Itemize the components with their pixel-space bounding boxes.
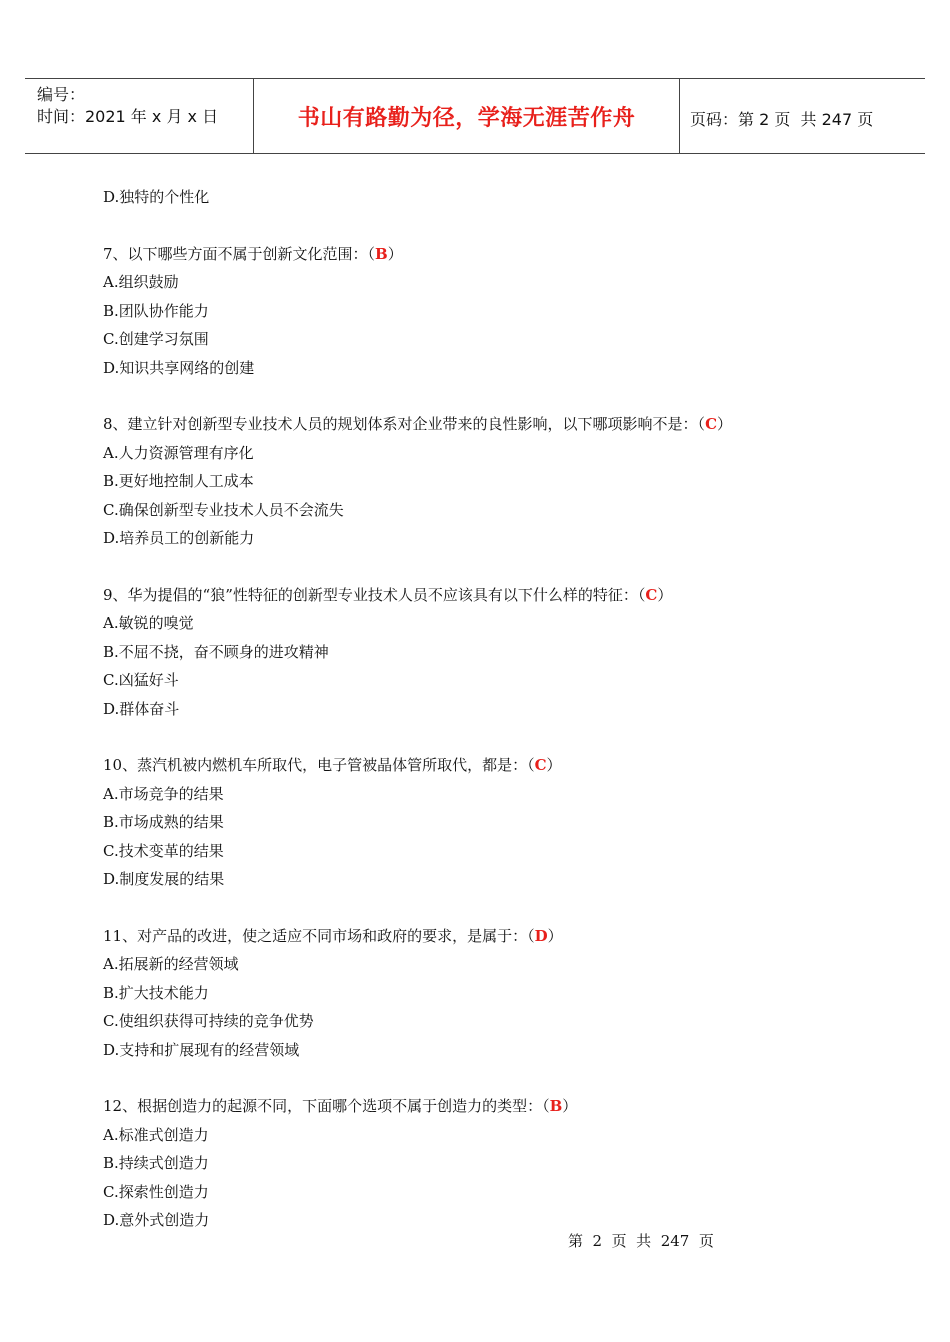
- option-c: C.技术变革的结果: [103, 841, 224, 860]
- question-stem: [103, 581, 903, 610]
- number-label: 编号：: [37, 85, 86, 104]
- question-11: [103, 922, 903, 1065]
- question-stem: [103, 410, 903, 439]
- stem-text: 12、根据创造力的起源不同，下面哪个选项不属于创造力的类型：（: [103, 1097, 550, 1115]
- header-page-cell: [680, 79, 925, 153]
- answer-letter: B: [375, 244, 388, 263]
- motto-text: 书山有路勤为径，学海无涯苦作舟: [297, 106, 636, 131]
- option-c: C.使组织获得可持续的竞争优势: [103, 1012, 314, 1030]
- question-content: [103, 183, 903, 1263]
- answer-letter: C: [645, 585, 658, 604]
- stem-text: 11、对产品的改进，使之适应不同市场和政府的要求，是属于：（: [103, 926, 535, 945]
- option-b: B.持续式创造力: [103, 1154, 209, 1172]
- stem-close: ）: [387, 244, 403, 263]
- option-a: A.敏锐的嗅觉: [103, 614, 194, 632]
- option-c: C.创建学习氛围: [103, 330, 209, 348]
- option-d: D.群体奋斗: [103, 699, 180, 718]
- option-a: A.组织鼓励: [103, 273, 179, 291]
- question-stem: [103, 240, 903, 269]
- question-7: [103, 240, 903, 383]
- answer-letter: B: [549, 1097, 563, 1115]
- answer-letter: C: [534, 756, 547, 774]
- time-label: 时间：2021 年 x 月 x 日: [37, 107, 219, 126]
- option-c: C.确保创新型专业技术人员不会流失: [103, 500, 344, 519]
- option-b: B.更好地控制人工成本: [103, 472, 254, 490]
- option-a: A.市场竞争的结果: [103, 784, 224, 803]
- question-8: [103, 410, 903, 553]
- stem-text: 8、建立针对创新型专业技术人员的规划体系对企业带来的良性影响，以下哪项影响不是：（: [103, 415, 706, 433]
- stem-text: 10、蒸汽机被内燃机车所取代，电子管被晶体管所取代，都是：（: [103, 756, 535, 774]
- header-meta-cell: [25, 79, 254, 153]
- option-a: A.拓展新的经营领域: [103, 955, 239, 973]
- option-b: B.团队协作能力: [103, 301, 209, 320]
- option-d: D.制度发展的结果: [103, 870, 225, 888]
- page-header: [25, 78, 925, 154]
- stem-close: ）: [547, 926, 563, 945]
- page-footer: 第 2 页 共 247 页: [568, 1232, 714, 1250]
- option-b: B.不屈不挠，奋不顾身的进攻精神: [103, 642, 329, 661]
- question-10: [103, 751, 903, 894]
- question-stem: [103, 922, 903, 951]
- answer-letter: C: [705, 415, 718, 433]
- question-9: [103, 581, 903, 724]
- option-b: B.扩大技术能力: [103, 983, 209, 1002]
- option-c: C.凶猛好斗: [103, 671, 179, 689]
- answer-letter: D: [534, 926, 548, 945]
- question-12: [103, 1092, 903, 1235]
- option-b: B.市场成熟的结果: [103, 813, 224, 831]
- stem-close: ）: [546, 756, 562, 774]
- option-a: A.人力资源管理有序化: [103, 443, 254, 462]
- stem-text: 7、以下哪些方面不属于创新文化范围：（: [103, 244, 376, 263]
- option-a: A.标准式创造力: [103, 1125, 209, 1144]
- stem-text: 9、华为提倡的“狼”性特征的创新型专业技术人员不应该具有以下什么样的特征：（: [103, 585, 646, 604]
- page-info: 页码：第 2 页 共 247 页: [690, 110, 874, 129]
- option-line: D.独特的个性化: [103, 188, 210, 206]
- stem-close: ）: [562, 1097, 578, 1115]
- option-d: D.知识共享网络的创建: [103, 358, 255, 377]
- question-stem: [103, 751, 903, 780]
- question-stem: [103, 1092, 903, 1121]
- option-d: D.意外式创造力: [103, 1211, 210, 1229]
- option-c: C.探索性创造力: [103, 1182, 209, 1201]
- option-d: D.支持和扩展现有的经营领域: [103, 1040, 300, 1059]
- header-motto-cell: [254, 79, 680, 153]
- lead-question-tail: [103, 183, 903, 212]
- stem-close: ）: [717, 415, 733, 433]
- option-d: D.培养员工的创新能力: [103, 529, 255, 547]
- stem-close: ）: [657, 585, 673, 604]
